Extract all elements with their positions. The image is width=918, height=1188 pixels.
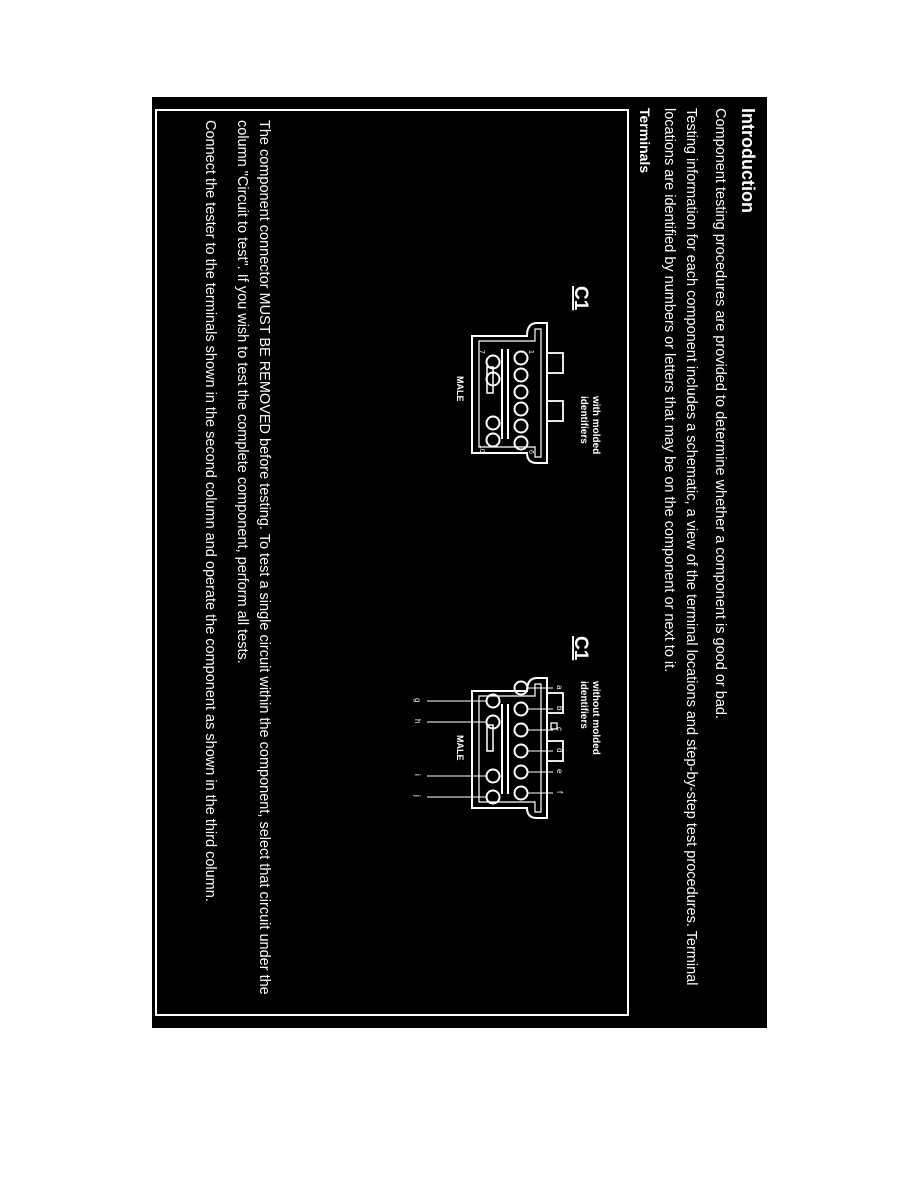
terminals-figure-frame [155, 109, 629, 1016]
pin-label: a [555, 685, 564, 690]
removal-note-line-2: column "Circuit to test". If you wish to test the complete component, perform all tests. [234, 120, 250, 664]
pin-label: 1 [527, 350, 534, 354]
pin-label: d [555, 748, 564, 753]
connector-right-caption-2: identifiers [578, 681, 589, 729]
pin-a [515, 682, 528, 695]
connector-left-caption-2: identifiers [578, 396, 589, 444]
pin-label: c [555, 727, 564, 731]
pin-label: e [555, 769, 564, 774]
testing-information-line-2: locations are identified by numbers or letters that may be on the component or next to it. [661, 108, 677, 673]
pin-f [515, 787, 528, 800]
pin-label: i [413, 774, 422, 776]
pin-2 [515, 369, 528, 382]
connector-left-key [487, 367, 493, 393]
connector-left-latch [547, 353, 563, 373]
pin-label: 10 [478, 445, 485, 453]
pin-4 [515, 403, 528, 416]
pin-label: f [555, 791, 564, 794]
pin-label: h [413, 719, 422, 724]
pin-5 [515, 420, 528, 433]
rotated-content [152, 97, 767, 1028]
connector-without-identifiers [413, 636, 601, 818]
removal-note-paragraph [231, 120, 275, 995]
introduction-heading: Introduction [738, 108, 758, 213]
manual-page [152, 97, 767, 1028]
connector-right-gender: MALE [455, 735, 465, 761]
testing-information-paragraph [658, 108, 702, 985]
connector-right-caption-1: without molded [590, 681, 601, 755]
connector-left-name: C1 [570, 286, 591, 311]
tester-instruction: Connect the tester to the terminals shown in the second column and operate the component as shown in the third column. [202, 120, 218, 902]
connector-left-caption-1: with molded [590, 396, 601, 455]
pin-1 [515, 352, 528, 365]
pin-label: g [413, 698, 422, 703]
pin-i [487, 770, 500, 783]
connector-left-housing [472, 323, 547, 463]
pin-9 [487, 417, 500, 430]
connector-right-name: C1 [570, 636, 591, 661]
connector-with-identifiers [455, 286, 601, 463]
testing-information-line-1: Testing information for each component includes a schematic, a view of the terminal locations and step-by-step test procedures. Terminal [683, 108, 699, 986]
removal-note-line-1: The component connector MUST BE REMOVED before testing. To test a single circuit within the component, select that circuit under the [256, 120, 272, 995]
pin-b [515, 703, 528, 716]
pin-d [515, 745, 528, 758]
pin-label: b [555, 706, 564, 711]
connector-left-gender: MALE [455, 376, 465, 402]
connector-diagrams [157, 111, 627, 1014]
pin-e [515, 766, 528, 779]
pin-10 [487, 434, 500, 447]
pin-3 [515, 386, 528, 399]
terminals-heading: Terminals [637, 108, 653, 174]
pin-label: j [413, 795, 422, 797]
pin-label: 7 [478, 350, 485, 354]
pin-c [515, 724, 528, 737]
connector-left-latch [547, 401, 563, 421]
introduction-paragraph: Component testing procedures are provided to determine whether a component is good or bad. [712, 108, 728, 719]
pin-label: 6 [527, 450, 534, 454]
